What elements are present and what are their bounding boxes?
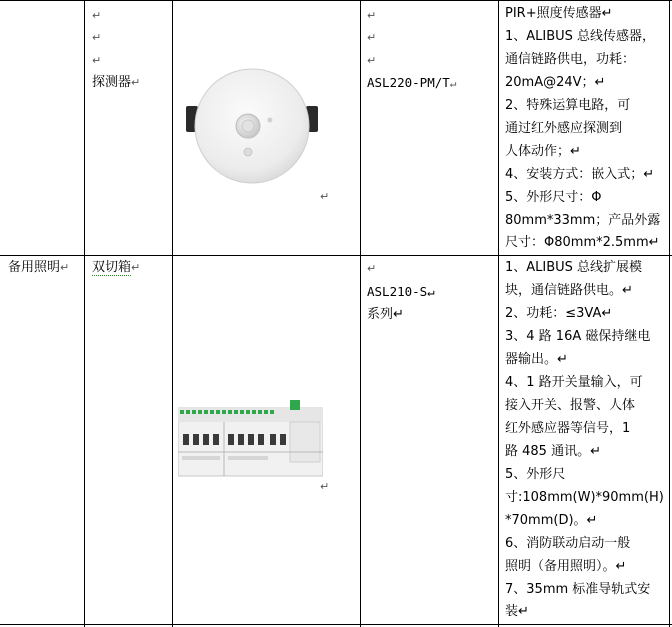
model-series: 系列↵ bbox=[367, 307, 404, 322]
desc-line: 2、功耗：≤3VA↵ bbox=[505, 306, 613, 321]
desc-line: 1、ALIBUS 总线扩展模 bbox=[505, 260, 643, 275]
col-divider-2 bbox=[172, 0, 173, 627]
desc-line: PIR+照度传感器↵ bbox=[505, 6, 613, 21]
desc-line: 红外感应器等信号，1 bbox=[505, 421, 631, 436]
desc-line: 器输出。↵ bbox=[505, 352, 568, 367]
pir-sensor-image bbox=[186, 62, 318, 192]
paragraph-mark: ↵ bbox=[320, 480, 330, 493]
paragraph-mark: ↵ bbox=[320, 190, 330, 203]
desc-line: 5、外形尺寸：Φ bbox=[505, 190, 602, 205]
desc-line: *70mm(D)。↵ bbox=[505, 513, 598, 528]
desc-line: 路 485 通讯。↵ bbox=[505, 444, 601, 459]
col-divider-1 bbox=[84, 0, 85, 627]
desc-line: 4、1 路开关量输入，可 bbox=[505, 375, 643, 390]
desc-line: 1、ALIBUS 总线传感器， bbox=[505, 29, 656, 44]
desc-line: 装↵ bbox=[505, 604, 529, 619]
desc-line: 5、外形尺 bbox=[505, 467, 566, 482]
paragraph-mark: ↵ bbox=[367, 31, 377, 44]
desc-line: 人体动作；↵ bbox=[505, 144, 581, 159]
desc-line: 接入开关、报警、人体 bbox=[505, 398, 636, 413]
paragraph-mark: ↵ bbox=[367, 54, 377, 67]
desc-line: 通过红外感应探测到 bbox=[505, 121, 623, 136]
switch-module-image bbox=[178, 400, 323, 478]
col-divider-3 bbox=[360, 0, 361, 627]
paragraph-mark: ↵ bbox=[449, 77, 457, 90]
device-name: 探测器 bbox=[92, 75, 132, 90]
table-border-top bbox=[0, 0, 672, 1]
device-name-cell bbox=[92, 257, 140, 280]
table-border-bottom bbox=[0, 624, 672, 625]
row-divider bbox=[0, 255, 672, 256]
desc-line: 块，通信链路供电。↵ bbox=[505, 283, 633, 298]
table-border-right bbox=[669, 0, 670, 627]
paragraph-mark: ↵ bbox=[367, 262, 377, 275]
desc-line: 通信链路供电，功耗： bbox=[505, 52, 636, 67]
desc-line: 6、消防联动启动一般 bbox=[505, 536, 631, 551]
desc-line: 3、4 路 16A 磁保持继电 bbox=[505, 329, 651, 344]
category-cell bbox=[8, 257, 69, 280]
paragraph-mark: ↵ bbox=[131, 76, 141, 89]
desc-line: 尺寸：Φ80mm*2.5mm↵ bbox=[505, 235, 660, 250]
col-divider-4 bbox=[498, 0, 499, 627]
desc-line: 照明（备用照明）。↵ bbox=[505, 559, 627, 574]
desc-line: 2、特殊运算电路，可 bbox=[505, 98, 631, 113]
paragraph-mark: ↵ bbox=[92, 31, 102, 44]
device-name: 双切箱 bbox=[92, 260, 132, 275]
paragraph-mark: ↵ bbox=[92, 9, 102, 22]
paragraph-mark: ↵ bbox=[92, 54, 102, 67]
desc-line: 80mm*33mm；产品外露 bbox=[505, 213, 661, 228]
desc-line: 20mA@24V；↵ bbox=[505, 75, 606, 90]
desc-line: 4、安装方式：嵌入式；↵ bbox=[505, 167, 655, 182]
model-number: ASL220-PM/T bbox=[367, 75, 450, 90]
device-name-cell bbox=[92, 72, 140, 95]
paragraph-mark: ↵ bbox=[131, 261, 141, 274]
desc-line: 7、35mm 标准导轨式安 bbox=[505, 582, 651, 597]
model-cell bbox=[367, 72, 456, 96]
paragraph-mark: ↵ bbox=[367, 9, 377, 22]
paragraph-mark: ↵ bbox=[60, 261, 70, 274]
desc-line: 寸:108mm(W)*90mm(H) bbox=[505, 490, 664, 505]
model-number: ASL210-S↵ bbox=[367, 284, 435, 299]
category-label: 备用照明 bbox=[8, 260, 61, 275]
